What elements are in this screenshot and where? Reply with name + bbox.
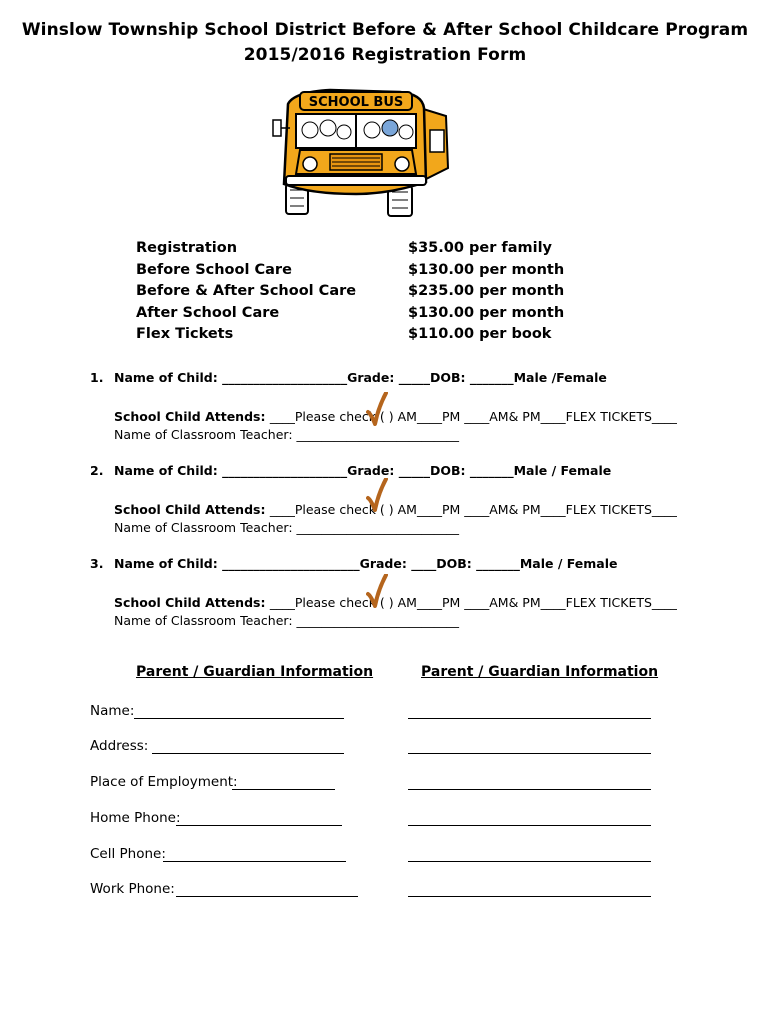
fee-row xyxy=(136,326,596,348)
parent-heading-left: Parent / Guardian Information xyxy=(136,664,374,680)
svg-text:SCHOOL BUS: SCHOOL BUS xyxy=(308,95,404,110)
parent-work-phone-label: Work Phone: xyxy=(90,881,175,897)
child-fields: Name of Child: ____________________Grade: _____DOB: _______Male /Female xyxy=(114,370,607,385)
attends-line[interactable] xyxy=(114,502,677,517)
child-name-line[interactable] xyxy=(90,370,607,385)
parent2-cell-phone-field[interactable] xyxy=(408,861,651,862)
attends-line[interactable] xyxy=(114,409,677,424)
child-name-line[interactable] xyxy=(90,556,617,571)
child-fields: Name of Child: ____________________Grade: _____DOB: _______Male / Female xyxy=(114,463,612,478)
parent-cell-phone-label: Cell Phone: xyxy=(90,846,166,862)
school-bus-icon xyxy=(270,86,462,221)
fee-name: Flex Tickets xyxy=(136,326,234,342)
parent2-employment-field[interactable] xyxy=(408,789,651,790)
attends-line[interactable] xyxy=(114,595,677,610)
attends-label: School Child Attends: xyxy=(114,595,270,610)
checkmark-icon xyxy=(366,478,388,512)
parent2-work-phone-field[interactable] xyxy=(408,896,651,897)
teacher-line[interactable]: Name of Classroom Teacher: __________________________ xyxy=(114,427,460,442)
fee-price: $35.00 per family xyxy=(408,240,553,256)
parent1-work-phone-field[interactable] xyxy=(176,896,358,897)
attends-label: School Child Attends: xyxy=(114,502,270,517)
form-title-line2: 2015/2016 Registration Form xyxy=(243,45,527,65)
parent1-address-field[interactable] xyxy=(152,753,344,754)
parent-name-label: Name: xyxy=(90,703,135,719)
fee-row xyxy=(136,305,596,327)
attends-options: ____Please check ( ) AM____PM ____AM& PM____FLEX TICKETS____ xyxy=(269,595,677,610)
checkmark-icon xyxy=(366,392,388,426)
teacher-line[interactable]: Name of Classroom Teacher: __________________________ xyxy=(114,520,460,535)
fee-price: $130.00 per month xyxy=(408,304,565,321)
form-title-line1: Winslow Township School District Before & After School Childcare Program xyxy=(21,20,749,40)
fee-row xyxy=(136,240,596,262)
teacher-line[interactable]: Name of Classroom Teacher: __________________________ xyxy=(114,613,460,628)
fee-name: After School Care xyxy=(136,304,280,321)
fee-price: $235.00 per month xyxy=(408,283,565,299)
parent-heading-right: Parent / Guardian Information xyxy=(421,664,659,680)
child-number: 2. xyxy=(90,463,104,478)
fee-price: $110.00 per book xyxy=(408,326,552,342)
checkmark-icon xyxy=(366,574,388,608)
parent-employment-label: Place of Employment: xyxy=(90,774,238,790)
parent1-name-field[interactable] xyxy=(134,718,344,719)
attends-options: ____Please check ( ) AM____PM ____AM& PM____FLEX TICKETS____ xyxy=(269,502,677,517)
parent2-address-field[interactable] xyxy=(408,753,651,754)
parent2-home-phone-field[interactable] xyxy=(408,825,651,826)
fee-name: Before School Care xyxy=(136,261,292,278)
parent-address-label: Address: xyxy=(90,738,149,754)
attends-label: School Child Attends: xyxy=(114,409,270,424)
fee-row xyxy=(136,283,596,305)
parent-home-phone-label: Home Phone: xyxy=(90,810,181,826)
fee-name: Registration xyxy=(136,240,238,256)
attends-options: ____Please check ( ) AM____PM ____AM& PM____FLEX TICKETS____ xyxy=(269,409,677,424)
fee-price: $130.00 per month xyxy=(408,261,565,278)
parent1-employment-field[interactable] xyxy=(232,789,335,790)
parent1-cell-phone-field[interactable] xyxy=(163,861,346,862)
parent1-home-phone-field[interactable] xyxy=(176,825,342,826)
fee-schedule xyxy=(136,240,596,348)
child-number: 1. xyxy=(90,370,104,385)
fee-row xyxy=(136,262,596,284)
child-fields: Name of Child: ______________________Grade: ____DOB: _______Male / Female xyxy=(114,556,618,571)
fee-name: Before & After School Care xyxy=(136,283,357,299)
child-number: 3. xyxy=(90,556,104,571)
child-name-line[interactable] xyxy=(90,463,611,478)
parent2-name-field[interactable] xyxy=(408,718,651,719)
